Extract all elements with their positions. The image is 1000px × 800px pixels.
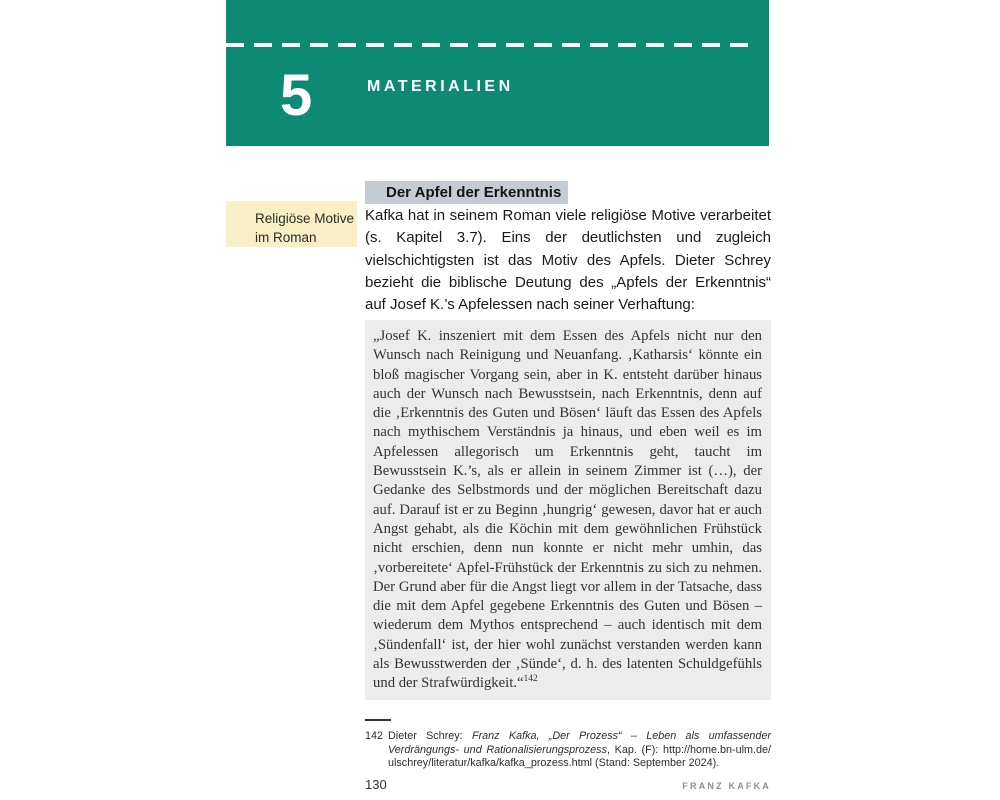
footnote	[365, 730, 771, 771]
chapter-header	[226, 0, 769, 146]
chapter-title: MATERIALIEN	[367, 78, 514, 95]
page-footer	[365, 777, 771, 792]
margin-note-line: Religiöse Motive	[255, 211, 355, 226]
footnote-rest: , Kap. (F): http://home.bn-ulm.de/ ulschrey/literatur/kafka/kafka_prozess.html (Stand: September 2024).	[388, 743, 771, 769]
footnote-title: Franz Kafka, „Der Prozess“ – Leben als umfassender Verdrängungs- und Rationalisierungsprozess	[388, 730, 772, 756]
dashed-divider	[226, 43, 754, 47]
quote-text: „Josef K. inszeniert mit dem Essen des Apfels nicht nur den Wunsch nach Reinigung und Neuanfang. ‚Katharsis‘ könnte ein bloß magischer Vorgang sein, aber in K. entsteht darüber hinaus auch der Wunsch nach Bewusstsein, nach Erkenntnis, denn auf die ‚Erkenntnis des Guten und Bösen‘ läuft das Essen des Apfels nach mythischem Verständnis ja hinaus, und eben weil es im Apfelessen allegorisch um Erkenntnis geht, taucht im Bewusstsein K.’s, als er allein in seinem Zimmer ist (…), der Gedanke des Selbstmords und der möglichen Bereitschaft dazu auf. Darauf ist er zu Beginn ‚hungrig‘ gewesen, davor hat er auch Angst gehabt, als die Köchin mit dem gewöhnlichen Frühstück nicht erschien, denn nun konnte er nicht mehr umhin, das ‚vorbereitete‘ Apfel-Frühstück der Erkenntnis zu sich zu nehmen. Der Grund aber für die Angst liegt vor allem in der Tatsache, dass die mit dem Apfel gegebene Erkenntnis des Guten und Bösen – wiederum dem Mythos entsprechend – auch identisch mit dem ‚Sündenfall‘ ist, der hier wohl zunächst verstanden werden kann als Bewusstwerden der ‚Sünde‘, d. h. des latenten Schuldgefühls und der Strafwürdigkeit.“	[373, 328, 762, 692]
footnote-ref: 142	[523, 674, 538, 685]
footnote-rule	[365, 719, 391, 721]
margin-note	[226, 201, 357, 247]
chapter-number: 5	[280, 63, 313, 128]
footnote-text	[388, 730, 771, 771]
footnote-number: 142	[365, 730, 384, 742]
section-title: Der Apfel der Erkenntnis	[386, 184, 562, 201]
margin-note-line: im Roman	[255, 230, 317, 245]
footnote-author: Dieter Schrey:	[388, 730, 472, 742]
quote-block	[365, 320, 771, 700]
book-title: FRANZ KAFKA	[682, 781, 771, 791]
section-title-bar	[365, 181, 568, 204]
intro-paragraph: Kafka hat in seinem Roman viele religiöse Motive verarbeitet (s. Kapitel 3.7). Eins der deutlichsten und zugleich vielschichtigsten ist das Motiv des Apfels. Dieter Schrey bezieht die biblische Deutung des „Apfels der Erkenntnis“ auf Josef K.’s Apfelessen nach seiner Verhaftung:	[365, 207, 771, 314]
page-number: 130	[365, 777, 387, 792]
